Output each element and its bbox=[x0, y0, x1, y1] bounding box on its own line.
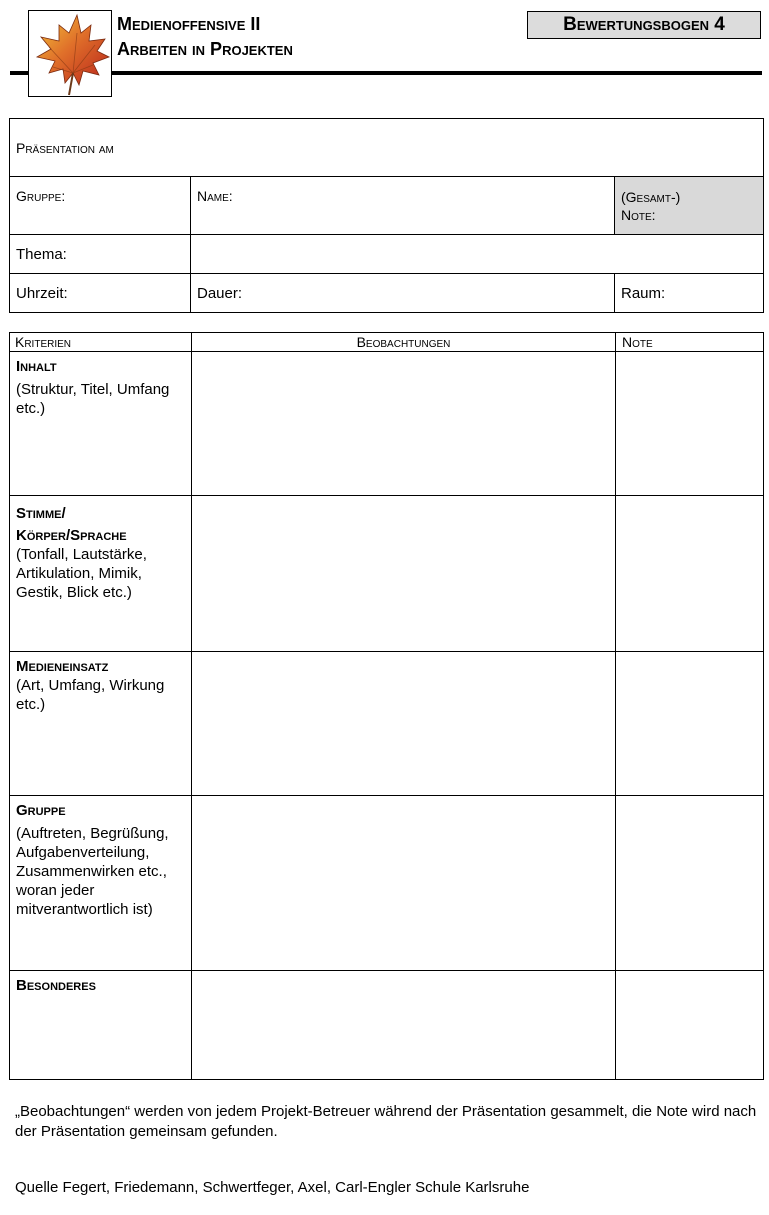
header-divider bbox=[10, 71, 762, 75]
criteria-title-line2: Körper/Sprache bbox=[16, 527, 127, 544]
room-field[interactable] bbox=[615, 274, 764, 313]
criteria-description: (Art, Umfang, Wirkung etc.) bbox=[16, 677, 165, 713]
criteria-description: (Auftreten, Begrüßung, Aufgabenverteilung, Zusammenwirken etc., woran jeder mitverantwortlich ist) bbox=[16, 825, 169, 918]
observations-cell-group[interactable] bbox=[192, 796, 616, 971]
criteria-title: Inhalt bbox=[16, 358, 57, 375]
note-cell-special[interactable] bbox=[616, 971, 764, 1080]
group-field[interactable] bbox=[10, 177, 191, 235]
criteria-cell-group bbox=[10, 796, 192, 971]
topic-label: Thema: bbox=[16, 245, 67, 263]
observations-cell-media[interactable] bbox=[192, 652, 616, 796]
presentation-date-field[interactable] bbox=[10, 119, 764, 177]
total-note-label-line1: (Gesamt-) bbox=[621, 189, 681, 205]
time-field[interactable] bbox=[10, 274, 191, 313]
name-label: Name: bbox=[197, 188, 233, 204]
info-table bbox=[9, 118, 764, 313]
table-row bbox=[10, 352, 764, 496]
total-note-label-line2: Note: bbox=[621, 207, 656, 223]
note-cell-voice[interactable] bbox=[616, 496, 764, 652]
criteria-cell-special bbox=[10, 971, 192, 1080]
criteria-table bbox=[9, 332, 764, 1080]
criteria-title: Gruppe bbox=[16, 802, 66, 819]
criteria-description: (Struktur, Titel, Umfang etc.) bbox=[16, 381, 170, 417]
note-header: Note bbox=[616, 333, 764, 352]
criteria-header: Kriterien bbox=[10, 333, 192, 352]
header-title-line1: Medienoffensive II bbox=[117, 14, 261, 34]
total-note-field[interactable] bbox=[615, 177, 764, 235]
table-row bbox=[10, 652, 764, 796]
form-badge: Bewertungsbogen 4 bbox=[527, 11, 761, 39]
table-row bbox=[10, 496, 764, 652]
observations-header: Beobachtungen bbox=[192, 333, 616, 352]
criteria-cell-media bbox=[10, 652, 192, 796]
logo-box bbox=[28, 10, 112, 97]
criteria-title-line1: Stimme/ bbox=[16, 505, 66, 522]
name-field[interactable] bbox=[191, 177, 615, 235]
room-label: Raum: bbox=[621, 284, 666, 302]
criteria-cell-voice bbox=[10, 496, 192, 652]
note-cell-media[interactable] bbox=[616, 652, 764, 796]
observations-cell-content[interactable] bbox=[192, 352, 616, 496]
footnote: „Beobachtungen“ werden von jedem Projekt-Betreuer während der Präsentation gesammelt, die Note wird nach der Präsentation gemeinsam gefunden. bbox=[15, 1103, 757, 1140]
note-cell-group[interactable] bbox=[616, 796, 764, 971]
group-label: Gruppe: bbox=[16, 188, 66, 204]
source-credit: Quelle Fegert, Friedemann, Schwertfeger, Axel, Carl-Engler Schule Karlsruhe bbox=[15, 1179, 530, 1196]
criteria-table-header bbox=[10, 333, 764, 352]
header-title-line2: Arbeiten in Projekten bbox=[117, 39, 293, 59]
duration-label: Dauer: bbox=[197, 284, 243, 302]
table-row bbox=[10, 971, 764, 1080]
criteria-description: (Tonfall, Lautstärke, Artikulation, Mimik, Gestik, Blick etc.) bbox=[16, 546, 147, 601]
duration-field[interactable] bbox=[191, 274, 615, 313]
topic-field[interactable] bbox=[191, 235, 764, 274]
time-label: Uhrzeit: bbox=[16, 284, 68, 302]
maple-leaf-icon bbox=[29, 11, 111, 96]
criteria-cell-content bbox=[10, 352, 192, 496]
note-cell-content[interactable] bbox=[616, 352, 764, 496]
table-row bbox=[10, 796, 764, 971]
observations-cell-voice[interactable] bbox=[192, 496, 616, 652]
topic-label-cell bbox=[10, 235, 191, 274]
criteria-title: Besonderes bbox=[16, 977, 96, 994]
header-title bbox=[117, 12, 293, 62]
presentation-label: Präsentation am bbox=[16, 139, 114, 156]
criteria-title: Medieneinsatz bbox=[16, 658, 109, 675]
observations-cell-special[interactable] bbox=[192, 971, 616, 1080]
